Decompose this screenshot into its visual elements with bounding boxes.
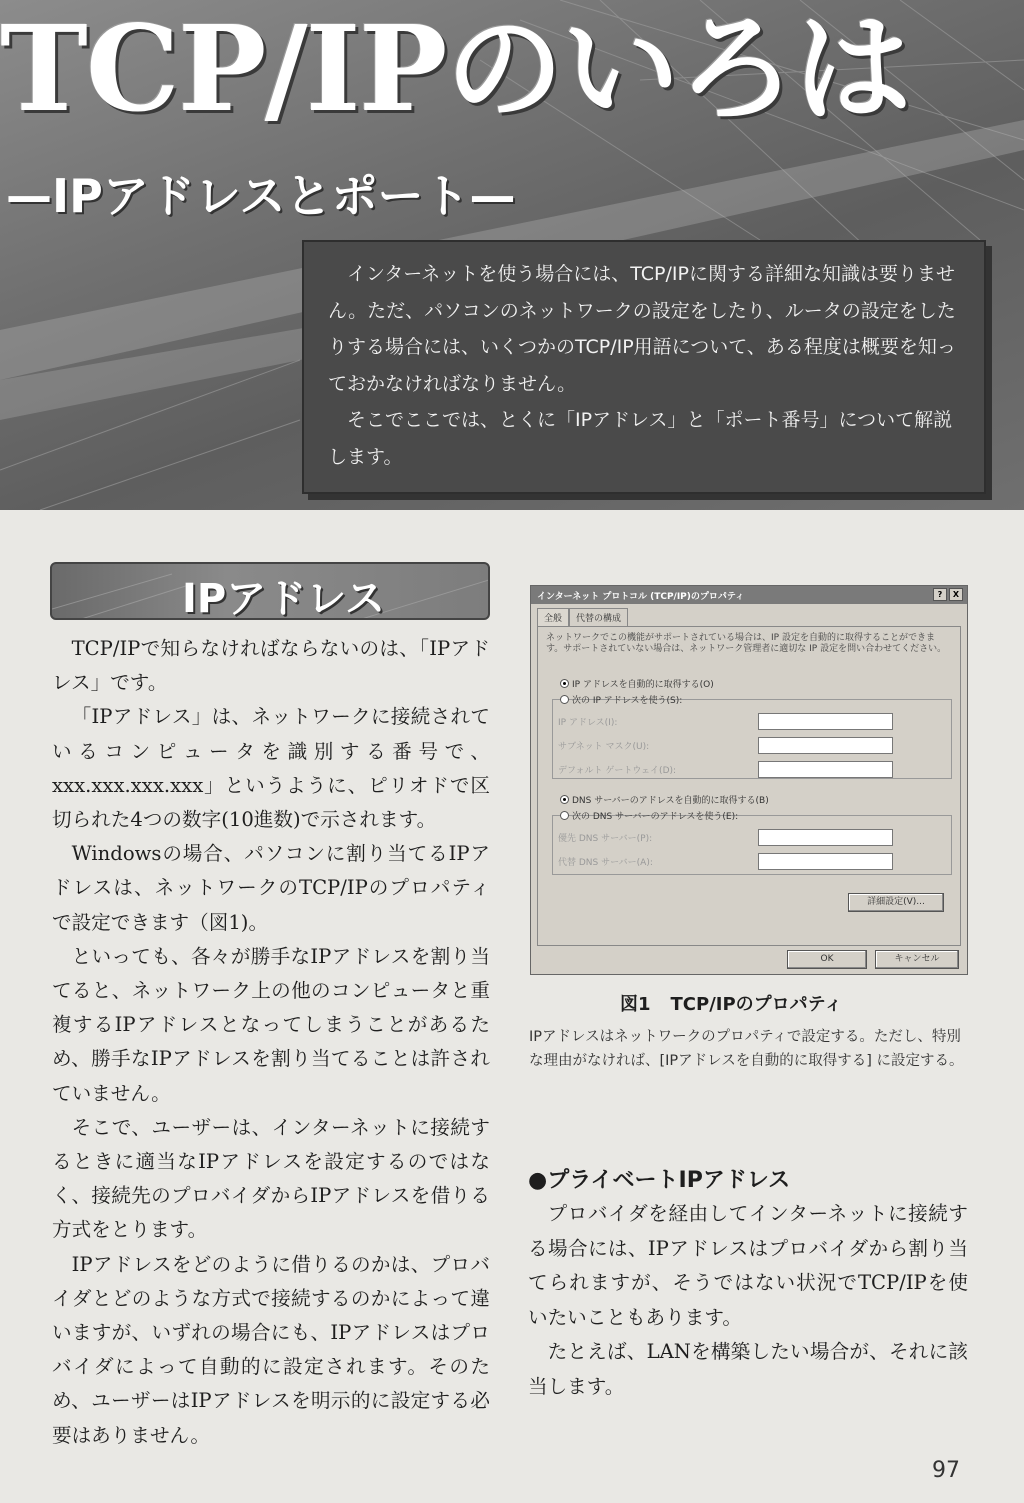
radio-unselected-icon bbox=[560, 811, 569, 820]
advanced-button[interactable]: 詳細設定(V)... bbox=[848, 893, 944, 912]
cancel-button[interactable]: キャンセル bbox=[875, 950, 959, 969]
dns-manual-label: 次の DNS サーバーのアドレスを使う(E): bbox=[572, 812, 739, 822]
body-paragraph: そこで、ユーザーは、インターネットに接続するときに適当なIPアドレスを設定するのではなく、接続先のプロバイダからIPアドレスを借りる方式をとります。 bbox=[52, 1115, 490, 1242]
alternate-dns-input[interactable] bbox=[758, 853, 893, 870]
intro-paragraph: インターネットを使う場合には、TCP/IPに関する詳細な知識は要りません。ただ、パソコンのネットワークの設定をしたり、ルータの設定をしたりする場合には、いくつかのTCP/IP用語について、ある程度は概要を知っておかなければなりません。 bbox=[328, 263, 956, 395]
dialog-title: インターネット プロトコル (TCP/IP)のプロパティ bbox=[537, 592, 745, 602]
close-button[interactable]: X bbox=[949, 588, 963, 601]
figure-caption bbox=[620, 990, 842, 1016]
right-column-body bbox=[528, 1197, 968, 1404]
section-heading-box bbox=[50, 562, 490, 620]
subnet-mask-input[interactable] bbox=[758, 737, 893, 754]
figure-number: 図1 bbox=[620, 994, 651, 1015]
body-paragraph: TCP/IPで知らなければならないのは、「IPアドレス」です。 bbox=[52, 637, 490, 695]
radio-selected-icon bbox=[560, 795, 569, 804]
dialog-description: ネットワークでこの機能がサポートされている場合は、IP 設定を自動的に取得することができます。サポートされていない場合は、ネットワーク管理者に適切な IP 設定を問い合わせてください。 bbox=[546, 633, 947, 654]
default-gateway-label: デフォルト ゲートウェイ(D): bbox=[558, 766, 677, 776]
dns-auto-label: DNS サーバーのアドレスを自動的に取得する(B) bbox=[572, 796, 769, 806]
tab-alternate-config[interactable]: 代替の構成 bbox=[569, 608, 628, 626]
body-paragraph: Windowsの場合、パソコンに割り当てるIPアドレスは、ネットワークのTCP/IPのプロパティで設定できます（図1)。 bbox=[52, 842, 490, 934]
body-paragraph: 「IPアドレス」は、ネットワークに接続されているコンピュータを識別する番号で、xxx.xxx.xxx.xxx」というように、ピリオドで区切られた4つの数字(10進数)で示されます。 bbox=[52, 705, 490, 832]
page-number: 97 bbox=[932, 1458, 960, 1483]
dialog-panel bbox=[537, 626, 961, 946]
preferred-dns-label: 優先 DNS サーバー(P): bbox=[558, 834, 653, 844]
header-banner bbox=[0, 0, 1024, 510]
radio-unselected-icon bbox=[560, 695, 569, 704]
subsection-heading: ●プライベートIPアドレス bbox=[528, 1168, 791, 1193]
radio-selected-icon bbox=[560, 679, 569, 688]
intro-box bbox=[302, 240, 986, 494]
default-gateway-input[interactable] bbox=[758, 761, 893, 778]
figure-note: IPアドレスはネットワークのプロパティで設定する。ただし、特別な理由がなければ、[IPアドレスを自動的に取得する] に設定する。 bbox=[529, 1029, 964, 1069]
body-paragraph: プロバイダを経由してインターネットに接続する場合には、IPアドレスはプロバイダから割り当てられますが、そうではない状況でTCP/IPを使いたいこともあります。 bbox=[528, 1202, 968, 1329]
dialog-titlebar bbox=[531, 586, 967, 604]
dialog-tabs bbox=[531, 604, 967, 626]
ip-manual-radio[interactable] bbox=[560, 693, 682, 706]
section-heading: IPアドレス bbox=[182, 576, 385, 620]
body-paragraph: たとえば、LANを構築したい場合が、それに該当します。 bbox=[528, 1340, 968, 1398]
body-paragraph: といっても、各々が勝手なIPアドレスを割り当てると、ネットワーク上の他のコンピュータと重複するIPアドレスとなってしまうことがあるため、勝手なIPアドレスを割り当てることは許されていません。 bbox=[52, 944, 490, 1105]
subnet-mask-label: サブネット マスク(U): bbox=[558, 742, 650, 752]
alternate-dns-label: 代替 DNS サーバー(A): bbox=[558, 858, 653, 868]
ip-address-label: IP アドレス(I): bbox=[558, 718, 618, 728]
body-paragraph: IPアドレスをどのように借りるのかは、プロバイダとどのような方式で接続するのかによって違いますが、いずれの場合にも、IPアドレスはプロバイダによって自動的に設定されます。そのため、ユーザーはIPアドレスを明示的に設定する必要はありません。 bbox=[52, 1252, 490, 1447]
tab-general[interactable]: 全般 bbox=[537, 608, 569, 626]
dns-auto-radio[interactable] bbox=[560, 793, 769, 806]
ip-auto-radio[interactable] bbox=[560, 677, 714, 690]
intro-paragraph: そこでここでは、とくに「IPアドレス」と「ポート番号」について解説します。 bbox=[328, 409, 953, 468]
left-column-body bbox=[52, 632, 490, 1453]
page-title: TCP/IPのいろは bbox=[0, 0, 910, 138]
figure-title: TCP/IPのプロパティ bbox=[670, 994, 843, 1015]
preferred-dns-input[interactable] bbox=[758, 829, 893, 846]
tcpip-properties-dialog bbox=[530, 585, 968, 975]
page-subtitle: —IPアドレスとポート— bbox=[6, 169, 516, 223]
help-button[interactable]: ? bbox=[933, 588, 947, 601]
ip-manual-label: 次の IP アドレスを使う(S): bbox=[572, 696, 683, 706]
ok-button[interactable]: OK bbox=[787, 950, 867, 969]
dns-manual-radio[interactable] bbox=[560, 809, 738, 822]
ip-auto-label: IP アドレスを自動的に取得する(O) bbox=[572, 680, 714, 690]
ip-address-input[interactable] bbox=[758, 713, 893, 730]
